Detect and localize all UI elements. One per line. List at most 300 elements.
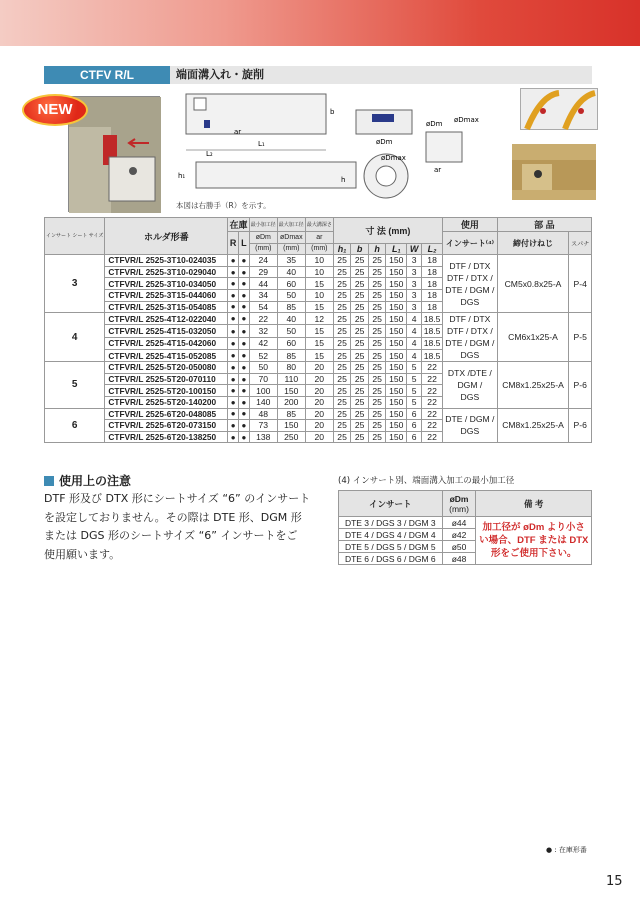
col-l: L [239, 232, 250, 255]
stock-r-cell: ● [228, 362, 239, 374]
dim-ar-cell: 20 [305, 373, 333, 385]
dim-l1-cell: 150 [386, 313, 407, 325]
dim-h-cell: 25 [368, 301, 386, 313]
dim-b-cell: 25 [351, 289, 369, 301]
stock-r-cell: ● [228, 278, 239, 290]
dim-h1-cell: 25 [333, 385, 351, 397]
col-r: R [228, 232, 239, 255]
t2-note-line: 形をご使用下さい。 [490, 548, 577, 559]
stock-l-cell: ● [239, 255, 250, 267]
t2-note [476, 517, 592, 565]
spanner-cell: P-6 [569, 408, 592, 443]
dim-h1-cell: 25 [333, 325, 351, 337]
dim-w-cell: 3 [407, 289, 422, 301]
dim-h1: h₁ [178, 172, 186, 180]
col-dims: 寸 法 (mm) [333, 218, 442, 244]
usage-notes-body [44, 490, 334, 564]
t2-dm: ø44 [442, 517, 476, 529]
dim-h1-cell: 25 [333, 337, 351, 349]
dim-l2-cell: 18 [422, 301, 443, 313]
dim-l1-cell: 150 [386, 349, 407, 361]
dim-h-cell: 25 [368, 396, 386, 408]
dim-b-cell: 25 [351, 255, 369, 267]
dim-h1-cell: 25 [333, 396, 351, 408]
dim-dmax: øDmax [381, 154, 406, 162]
min-diameter-table [338, 490, 592, 565]
note-line: DTF 形及び DTX 形にシートサイズ “6” のインサート [44, 492, 311, 505]
dim-h1-cell: 25 [333, 301, 351, 313]
stock-l-cell: ● [239, 373, 250, 385]
dim-dm-cell: 42 [249, 337, 277, 349]
table-row [339, 517, 592, 529]
dim-h1-cell: 25 [333, 289, 351, 301]
tool-photo [512, 144, 596, 200]
stock-r-cell: ● [228, 289, 239, 301]
dim-l2-cell: 22 [422, 431, 443, 443]
dim-dm-cell: 32 [249, 325, 277, 337]
dim-dmax-cell: 85 [277, 408, 305, 420]
dim-dmax-cell: 60 [277, 278, 305, 290]
dim-b-cell: 25 [351, 301, 369, 313]
usage-notes-heading [44, 472, 131, 489]
t2-col-insert: インサート [339, 491, 443, 517]
dim-h-cell: 25 [368, 408, 386, 420]
dim-w-cell: 6 [407, 420, 422, 432]
stock-r-cell: ● [228, 420, 239, 432]
t2-insert: DTE 3 / DGS 3 / DGM 3 [339, 517, 443, 529]
dim-l1-cell: 150 [386, 278, 407, 290]
dim-dm-cell: 54 [249, 301, 277, 313]
col-stock: 在庫 [228, 218, 250, 232]
t2-dm: ø42 [442, 529, 476, 541]
dim-h1-cell: 25 [333, 420, 351, 432]
dim-h-cell: 25 [368, 420, 386, 432]
top-banner [0, 0, 640, 46]
dim-dm-2: øDm [426, 120, 443, 128]
dim-dmax-cell: 250 [277, 431, 305, 443]
insert-type-line: DGS [460, 350, 480, 361]
col-dmax-top: 最大加工径 [277, 218, 305, 232]
dim-l2-cell: 18.5 [422, 325, 443, 337]
stock-l-cell: ● [239, 337, 250, 349]
dim-ar-cell: 20 [305, 431, 333, 443]
dim-h-cell: 25 [368, 278, 386, 290]
dim-dmax-cell: 80 [277, 362, 305, 374]
dim-ar-cell: 15 [305, 301, 333, 313]
screw-cell: CM5x0.8x25-A [497, 255, 569, 313]
holder-name-cell: CTFVR/L 2525-5T20-070110 [105, 373, 228, 385]
dim-h1-cell: 25 [333, 373, 351, 385]
dim-w-cell: 4 [407, 325, 422, 337]
usage-notes-title: 使用上の注意 [59, 474, 132, 488]
col-l2: L₂ [422, 243, 443, 255]
stock-l-cell: ● [239, 289, 250, 301]
dim-w-cell: 6 [407, 431, 422, 443]
dim-ar-cell: 10 [305, 266, 333, 278]
table-row [45, 408, 592, 420]
col-screw: 締付けねじ [497, 232, 569, 255]
dim-w-cell: 3 [407, 301, 422, 313]
insert-type-cell [443, 408, 498, 443]
dim-h1-cell: 25 [333, 408, 351, 420]
dim-l2-cell: 18.5 [422, 349, 443, 361]
holder-name-cell: CTFVR/L 2525-5T20-140200 [105, 396, 228, 408]
dim-l2-cell: 18.5 [422, 313, 443, 325]
insert-size-cell: 5 [45, 362, 105, 408]
note-line: または DGS 形のシートサイズ “6” インサートをご [44, 529, 298, 542]
holder-name-cell: CTFVR/L 2525-6T20-048085 [105, 408, 228, 420]
dim-b-cell: 25 [351, 349, 369, 361]
stock-l-cell: ● [239, 301, 250, 313]
drawing-caption: 本図は右勝手（R）を示す。 [176, 201, 271, 210]
stock-l-cell: ● [239, 385, 250, 397]
dim-b-cell: 25 [351, 325, 369, 337]
insert-type-line: DTF / DTX / [446, 272, 493, 283]
stock-r-cell: ● [228, 431, 239, 443]
dim-dm-cell: 29 [249, 266, 277, 278]
dim-l1: L₁ [258, 140, 265, 148]
section-title: 端面溝入れ・旋削 [176, 68, 264, 81]
col-use: 使用 [443, 218, 498, 232]
dim-l1-cell: 150 [386, 362, 407, 374]
groove-detail-illustration [520, 88, 598, 130]
dim-dm-cell: 100 [249, 385, 277, 397]
t2-col-note: 備 考 [476, 491, 592, 517]
dim-b-cell: 25 [351, 337, 369, 349]
dim-l2-cell: 18 [422, 289, 443, 301]
col-ar: ar [305, 232, 333, 244]
new-badge: NEW [22, 94, 88, 126]
holder-name-cell: CTFVR/L 2525-3T10-024035 [105, 255, 228, 267]
insert-type-line: DTX /DTE / [447, 367, 492, 378]
insert-type-cell [443, 313, 498, 362]
dim-dm-cell: 22 [249, 313, 277, 325]
dim-h-cell: 25 [368, 385, 386, 397]
insert-type-line: DTF / DTX [449, 314, 491, 325]
dim-dm: øDm [376, 138, 393, 146]
screw-cell: CM6x1x25-A [497, 313, 569, 362]
min-diameter-table-title: (4) インサート別、端面溝入加工の最小加工径 [338, 476, 515, 486]
dim-l2-cell: 22 [422, 408, 443, 420]
stock-r-cell: ● [228, 349, 239, 361]
dim-h1-cell: 25 [333, 313, 351, 325]
dim-dmax-cell: 40 [277, 266, 305, 278]
stock-r-cell: ● [228, 325, 239, 337]
dim-l1-cell: 150 [386, 408, 407, 420]
dim-w-cell: 3 [407, 266, 422, 278]
dim-w-cell: 5 [407, 385, 422, 397]
dim-l2-cell: 22 [422, 373, 443, 385]
dim-dm-cell: 73 [249, 420, 277, 432]
col-spanner: スパナ [569, 232, 592, 255]
dim-b: b [330, 108, 335, 116]
insert-type-line: DGS [460, 391, 480, 402]
t2-dm: ø48 [442, 553, 476, 565]
spanner-cell: P-5 [569, 313, 592, 362]
stock-l-cell: ● [239, 362, 250, 374]
page-number: 15 [606, 874, 623, 889]
dim-b-cell: 25 [351, 396, 369, 408]
dim-h1-cell: 25 [333, 349, 351, 361]
dim-h-cell: 25 [368, 289, 386, 301]
dim-w-cell: 4 [407, 337, 422, 349]
stock-l-cell: ● [239, 408, 250, 420]
dim-w-cell: 4 [407, 313, 422, 325]
t2-insert: DTE 4 / DGS 4 / DGM 4 [339, 529, 443, 541]
dim-h1-cell: 25 [333, 278, 351, 290]
dim-ar: ar [234, 128, 242, 136]
stock-l-cell: ● [239, 313, 250, 325]
dim-l2-cell: 18 [422, 278, 443, 290]
table-row [45, 255, 592, 267]
dim-dm-cell: 138 [249, 431, 277, 443]
holder-name-cell: CTFVR/L 2525-5T20-050080 [105, 362, 228, 374]
dim-b-cell: 25 [351, 278, 369, 290]
insert-type-line: DTE / DGM / [445, 284, 495, 295]
dim-l1-cell: 150 [386, 301, 407, 313]
col-l1: L₁ [386, 243, 407, 255]
stock-l-cell: ● [239, 325, 250, 337]
dim-l2-cell: 18 [422, 266, 443, 278]
insert-type-line: DTE / DGM / [445, 414, 495, 425]
dim-h-cell: 25 [368, 255, 386, 267]
holder-name-cell: CTFVR/L 2525-4T12-022040 [105, 313, 228, 325]
insert-type-line: DTF / DTX [449, 260, 491, 271]
spanner-cell: P-4 [569, 255, 592, 313]
dim-dmax-2: øDmax [454, 116, 479, 124]
dim-l1-cell: 150 [386, 420, 407, 432]
stock-r-cell: ● [228, 255, 239, 267]
col-ar-top: 最大溝深さ [305, 218, 333, 232]
dim-dm-cell: 44 [249, 278, 277, 290]
stock-legend: ● : 在庫形番 [546, 846, 587, 854]
insert-type-line: DGS [460, 296, 480, 307]
holder-name-cell: CTFVR/L 2525-3T15-054085 [105, 301, 228, 313]
insert-size-cell: 4 [45, 313, 105, 362]
holder-name-cell: CTFVR/L 2525-3T10-029040 [105, 266, 228, 278]
t2-insert: DTE 6 / DGS 6 / DGM 6 [339, 553, 443, 565]
insert-type-cell [443, 255, 498, 313]
stock-r-cell: ● [228, 313, 239, 325]
dim-l2-cell: 22 [422, 396, 443, 408]
dim-h1-cell: 25 [333, 255, 351, 267]
dim-ar-2: ar [434, 166, 442, 174]
dim-h1-cell: 25 [333, 362, 351, 374]
col-w: W [407, 243, 422, 255]
dim-ar-cell: 15 [305, 325, 333, 337]
holder-name-cell: CTFVR/L 2525-4T15-042060 [105, 337, 228, 349]
dim-dmax-cell: 200 [277, 396, 305, 408]
stock-r-cell: ● [228, 301, 239, 313]
dim-h1-cell: 25 [333, 431, 351, 443]
heading-square-icon [44, 476, 54, 486]
t2-col-dm [442, 491, 476, 517]
dim-b-cell: 25 [351, 373, 369, 385]
col-insert-size: インサート シート サイズ [45, 218, 105, 255]
dim-dm-cell: 70 [249, 373, 277, 385]
insert-size-cell: 3 [45, 255, 105, 313]
dim-l1-cell: 150 [386, 373, 407, 385]
dim-h-cell: 25 [368, 313, 386, 325]
dim-dmax-cell: 85 [277, 349, 305, 361]
dim-dm-cell: 52 [249, 349, 277, 361]
holder-name-cell: CTFVR/L 2525-3T15-044060 [105, 289, 228, 301]
dim-h1-cell: 25 [333, 266, 351, 278]
col-ar-unit: (mm) [305, 243, 333, 255]
tool-drawing [176, 92, 479, 204]
dim-ar-cell: 10 [305, 289, 333, 301]
t2-note-line: 加工径が øDm より小さ [482, 522, 585, 533]
t2-col-dm-label: øDm [449, 493, 469, 504]
dim-ar-cell: 20 [305, 408, 333, 420]
insert-size-cell: 6 [45, 408, 105, 443]
t2-insert: DTE 5 / DGS 5 / DGM 5 [339, 541, 443, 553]
t2-note-line: い場合、DTF または DTX [479, 535, 589, 546]
stock-l-cell: ● [239, 396, 250, 408]
insert-type-cell [443, 362, 498, 408]
dim-dmax-cell: 85 [277, 301, 305, 313]
dim-b-cell: 25 [351, 385, 369, 397]
stock-l-cell: ● [239, 420, 250, 432]
col-dmax-unit: (mm) [277, 243, 305, 255]
dim-h-cell: 25 [368, 337, 386, 349]
dim-dmax-cell: 60 [277, 337, 305, 349]
dim-h-cell: 25 [368, 266, 386, 278]
dim-l2-cell: 22 [422, 420, 443, 432]
table-row [45, 313, 592, 325]
t2-dm: ø50 [442, 541, 476, 553]
dim-dm-cell: 24 [249, 255, 277, 267]
col-dm-unit: (mm) [249, 243, 277, 255]
dim-b-cell: 25 [351, 431, 369, 443]
insert-type-line: DTF / DTX / [446, 326, 493, 337]
dim-ar-cell: 20 [305, 385, 333, 397]
dim-dm-cell: 48 [249, 408, 277, 420]
dim-l2-cell: 22 [422, 385, 443, 397]
stock-r-cell: ● [228, 408, 239, 420]
specification-table [44, 217, 592, 443]
holder-name-cell: CTFVR/L 2525-5T20-100150 [105, 385, 228, 397]
dim-dmax-cell: 150 [277, 385, 305, 397]
stock-r-cell: ● [228, 385, 239, 397]
dim-ar-cell: 15 [305, 278, 333, 290]
dim-dm-cell: 140 [249, 396, 277, 408]
dim-l1-cell: 150 [386, 431, 407, 443]
dim-w-cell: 5 [407, 373, 422, 385]
dim-dm-cell: 34 [249, 289, 277, 301]
dim-b-cell: 25 [351, 266, 369, 278]
dim-b-cell: 25 [351, 362, 369, 374]
holder-name-cell: CTFVR/L 2525-3T10-034050 [105, 278, 228, 290]
holder-name-cell: CTFVR/L 2525-6T20-138250 [105, 431, 228, 443]
holder-name-cell: CTFVR/L 2525-4T15-032050 [105, 325, 228, 337]
holder-name-cell: CTFVR/L 2525-4T15-052085 [105, 349, 228, 361]
dim-ar-cell: 12 [305, 313, 333, 325]
dim-l1-cell: 150 [386, 337, 407, 349]
col-dmax: øDmax [277, 232, 305, 244]
dim-dm-cell: 50 [249, 362, 277, 374]
col-h: h [368, 243, 386, 255]
stock-r-cell: ● [228, 373, 239, 385]
dim-dmax-cell: 150 [277, 420, 305, 432]
dim-ar-cell: 15 [305, 349, 333, 361]
dim-ar-cell: 20 [305, 420, 333, 432]
screw-cell: CM8x1.25x25-A [497, 362, 569, 408]
col-b: b [351, 243, 369, 255]
dim-dmax-cell: 35 [277, 255, 305, 267]
col-parts: 部 品 [497, 218, 591, 232]
dim-l1-cell: 150 [386, 396, 407, 408]
dim-l1-cell: 150 [386, 385, 407, 397]
stock-r-cell: ● [228, 337, 239, 349]
dim-w-cell: 4 [407, 349, 422, 361]
col-dm: øDm [249, 232, 277, 244]
holder-name-cell: CTFVR/L 2525-6T20-073150 [105, 420, 228, 432]
note-line: 使用願います。 [44, 547, 121, 561]
dim-b-cell: 25 [351, 420, 369, 432]
dim-h-cell: 25 [368, 431, 386, 443]
dim-ar-cell: 20 [305, 396, 333, 408]
dim-l1-cell: 150 [386, 289, 407, 301]
dim-ar-cell: 20 [305, 362, 333, 374]
dim-h: h [341, 176, 346, 184]
dim-dmax-cell: 110 [277, 373, 305, 385]
dim-l1-cell: 150 [386, 266, 407, 278]
t2-col-dm-unit: (mm) [449, 503, 469, 514]
dim-dmax-cell: 50 [277, 325, 305, 337]
dim-w-cell: 3 [407, 255, 422, 267]
stock-l-cell: ● [239, 349, 250, 361]
dim-l1-cell: 150 [386, 255, 407, 267]
screw-cell: CM8x1.25x25-A [497, 408, 569, 443]
dim-h-cell: 25 [368, 349, 386, 361]
dim-dmax-cell: 50 [277, 289, 305, 301]
dim-w-cell: 5 [407, 396, 422, 408]
dim-w-cell: 6 [407, 408, 422, 420]
dim-dmax-cell: 40 [277, 313, 305, 325]
dim-l2: L₂ [206, 150, 213, 158]
dim-w-cell: 3 [407, 278, 422, 290]
col-dm-top: 最小加工径 [249, 218, 277, 232]
insert-type-line: DGM / [457, 379, 483, 390]
dim-b-cell: 25 [351, 408, 369, 420]
dim-l2-cell: 18 [422, 255, 443, 267]
col-h1: h₁ [333, 243, 351, 255]
stock-l-cell: ● [239, 431, 250, 443]
stock-l-cell: ● [239, 278, 250, 290]
dim-h-cell: 25 [368, 373, 386, 385]
dim-l2-cell: 18.5 [422, 337, 443, 349]
dim-b-cell: 25 [351, 313, 369, 325]
dim-ar-cell: 10 [305, 255, 333, 267]
stock-l-cell: ● [239, 266, 250, 278]
dim-h-cell: 25 [368, 362, 386, 374]
section-header [44, 66, 592, 84]
stock-r-cell: ● [228, 396, 239, 408]
col-holder: ホルダ形番 [105, 218, 228, 255]
insert-type-line: DGS [460, 426, 480, 437]
insert-type-line: DTE / DGM / [445, 338, 495, 349]
stock-r-cell: ● [228, 266, 239, 278]
note-line: を設定しておりません。その際は DTE 形、DGM 形 [44, 510, 302, 524]
col-insert: インサート⁽⁴⁾ [443, 232, 498, 255]
dim-h-cell: 25 [368, 325, 386, 337]
spanner-cell: P-6 [569, 362, 592, 408]
table-row [45, 362, 592, 374]
dim-w-cell: 5 [407, 362, 422, 374]
dim-ar-cell: 15 [305, 337, 333, 349]
dim-l2-cell: 22 [422, 362, 443, 374]
